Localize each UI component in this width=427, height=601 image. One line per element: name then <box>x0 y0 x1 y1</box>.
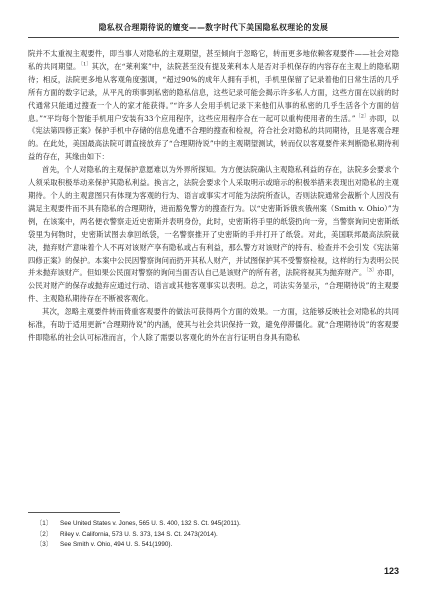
footnote-divider <box>28 512 120 513</box>
paragraph-2-text: 首先，个人对隐私的主观保护意愿难以为外界所探知。为方便法院确认主观隐私利益的存在，法院多会要求个人须采取积极举动来保护其隐私利益。换言之，法院会要求个人采取明示或暗示的积极举措来表现出对隐私的主观期待。个人的主观意图只有体现为客观的行为、语言或事实才可能为法院所查认，否则法院通常会裁断个人因没有满足主观要件而不具有隐私的合理期待，进而豁免警方的搜查行为。以“史密斯诉俄亥俄州案（Smith v. Ohio）”为例，在该案中，两名便衣警察走近史密斯并表明身份，此时，史密斯将手里的纸袋扔向一旁，当警察询问史密斯纸袋里为何物时，史密斯试图去拿回纸袋，一名警察推开了史密斯的手并打开了纸袋。对此，美国联邦最高法院裁决，抛弃财产意味着个人不再对该财产享有隐私或占有利益，那么警方对该财产的持有、检查并不会引发《宪法第四修正案》的保护。本案中公民因警察询问而扔开其私人财产，并试图保护其不受警察检视，这样的行为表明公民并未抛弃该财产。但如果公民面对警察的询问当面否认自己是该财产的所有者，法院将视其为抛弃财产。 <box>28 165 399 278</box>
footnote-text: Riley v. California, 573 U. S. 373, 134 S. Ct. 2473(2014). <box>60 530 218 538</box>
footnotes <box>36 519 399 551</box>
footnote-ref-2[interactable]: 〔2〕 <box>355 113 370 120</box>
footnote-ref-3[interactable]: 〔3〕 <box>366 267 377 274</box>
paragraph-1-text-cont: 其次，在“莱利案”中，法院甚至没有提及莱利本人是否对手机保存的内容存在主观上的隐私期待；相反，法院更多地从客观角度强调，“超过90%的成年人拥有手机，手机里保留了记录着他们日常生活的几乎所有方面的数字记录，从平凡的琐事到私密的隐私信息，这些记录可能会揭示许多私人方面，这些方面在以前的时代通常只能通过搜查一个人的家才能获得。”“许多人会用手机记录下来他们从事的私密的几乎生活各个方面的信息。”“平均每个智能手机用户安装有33个应用程序，这些应用程序合在一起可以重构使用者的生活。” <box>28 61 399 123</box>
footnote-number: 〔1〕 <box>36 520 53 527</box>
paragraph-3-text: 其次，忽略主观要件转而倚重客观要件的做法可获得两个方面的效果。一方面，这能够反映社会对隐私的共同标准，有助于适用更新“合理期待说”的内涵，使其与社会共识保持一致，避免停滞僵化。就“合理期待说”的客观要件即隐私的社会认可标准而言，个人除了需要以客观化的外在言行证明自身具有隐私 <box>28 307 399 342</box>
footnote-item <box>36 540 399 551</box>
running-header: 隐私权合理期待说的嬗变——数字时代下美国隐私权理论的发展 <box>28 22 399 38</box>
footnote-number: 〔3〕 <box>36 541 53 549</box>
paragraph-2-text-cont: 亦即，公民对财产的保存或抛弃应通过行动、语言或其他客观事实以表明。总之，司法实务显示，“合理期待说”的主观要件、主观隐私期待存在不断被客观化。 <box>28 268 399 304</box>
main-text <box>28 48 399 345</box>
paragraph-1 <box>28 48 399 164</box>
footnote-item <box>36 530 399 541</box>
paragraph-1-text: 院并不太重视主观要件，即当事人对隐私的主观期望，甚至倾向于忽略它，转而更多地依赖客观要件——社会对隐私的共同期望。 <box>28 49 399 71</box>
paragraph-2 <box>28 164 399 306</box>
footnote-item <box>36 519 399 530</box>
footnote-text: See Smith v. Ohio, 494 U. S. 541(1990). <box>60 541 173 549</box>
page-number: 123 <box>383 566 399 576</box>
footnote-number: 〔2〕 <box>36 530 53 538</box>
paragraph-1-text-cont2: 亦即，以《宪法第四修正案》保护手机中存储的信息免遭不合理的搜查和检视，符合社会对隐私的共同期待，且是客观合理的。在此处，美国最高法院可谓直接放弃了“合理期待说”中的主观期望测试，转而仅以客观要件来判断隐私期待利益的存在，其缘由如下： <box>28 113 399 162</box>
footnote-text: See United States v. Jones, 565 U. S. 400, 132 S. Ct. 945(2011). <box>60 520 241 527</box>
footnote-ref-1[interactable]: 〔1〕 <box>80 61 92 68</box>
paragraph-3 <box>28 306 399 345</box>
